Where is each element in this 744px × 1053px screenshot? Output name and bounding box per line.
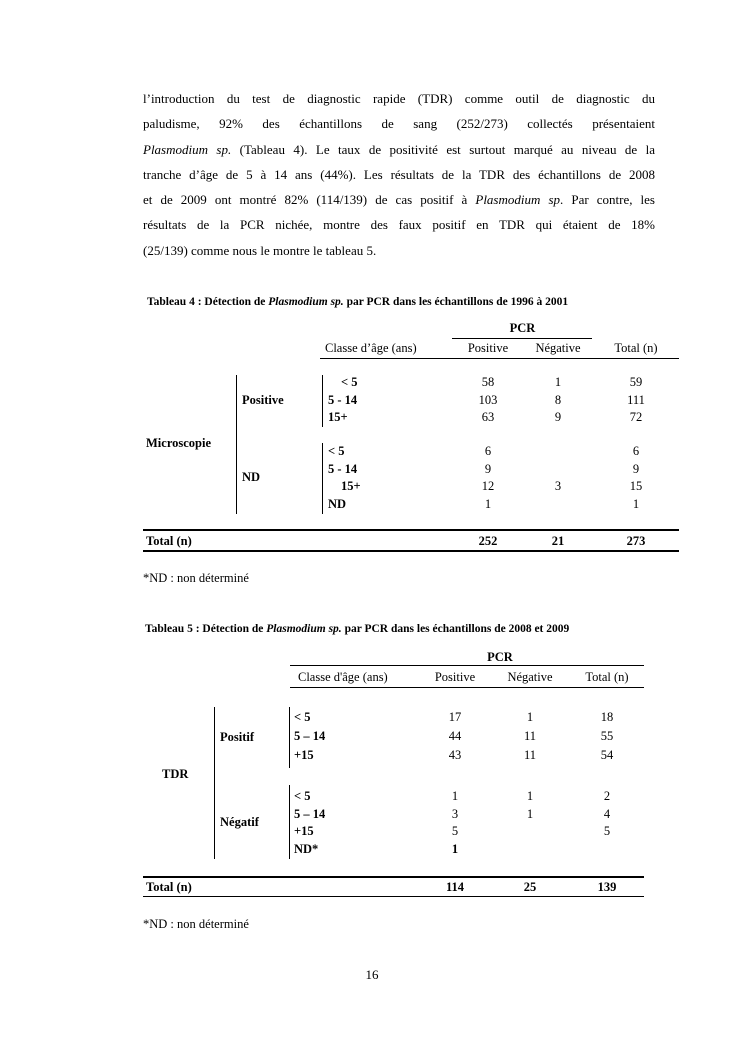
table5-group1-total [574, 708, 640, 765]
table5-total-rule-top [143, 876, 644, 878]
value-cell: 15 [629, 479, 643, 493]
paragraph-line: résultats de la PCR nichée, montre des faux positif en TDR qui étaient de 18% [143, 217, 655, 233]
table4-age-header: Classe d’âge (ans) [325, 341, 417, 355]
age-cell: 15+ [328, 410, 348, 424]
paragraph-line: (25/139) comme nous le montre le tableau 5. [143, 242, 377, 258]
table4-group2-ages [328, 443, 388, 513]
table4-total-header: Total (n) [614, 341, 658, 355]
table4-age-divider-1 [322, 375, 323, 427]
paragraph-line: tranche d’âge de 5 à 14 ans (44%). Les résultats de la TDR des échantillons de 2008 [143, 166, 655, 182]
value-cell [574, 841, 640, 859]
age-cell: ND [328, 496, 347, 511]
table5-group2-negative [498, 788, 562, 858]
table4-group2-label: ND [242, 470, 261, 484]
value-cell: 9 [484, 461, 492, 476]
table4-group1-label: Positive [242, 393, 284, 407]
table5-pcr-rule [290, 665, 644, 666]
value-cell [527, 443, 589, 461]
age-cell: 15+ [341, 479, 361, 493]
value-cell: 3 [451, 806, 459, 821]
table5-total-total: 139 [597, 880, 617, 894]
value-cell: 72 [629, 410, 643, 424]
value-cell: 1 [554, 375, 562, 389]
table5-total-header: Total (n) [585, 670, 629, 684]
table5-row-label: TDR [162, 767, 189, 781]
value-cell: 44 [448, 729, 462, 743]
value-cell: 1 [632, 496, 640, 511]
table5-total-label: Total (n) [146, 880, 192, 894]
table4-group1-positive [458, 374, 518, 427]
table4-positive-header: Positive [467, 341, 509, 355]
value-cell: 1 [451, 841, 459, 856]
table4-total-label: Total (n) [146, 534, 192, 548]
table5-group1-ages [294, 708, 354, 765]
table5-group1-positive [426, 708, 484, 765]
value-cell: 103 [478, 392, 498, 407]
value-cell: 1 [526, 789, 534, 803]
species-name: Plasmodium sp [475, 192, 561, 208]
table5-age-header: Classe d'âge (ans) [298, 670, 388, 684]
value-cell: 4 [603, 806, 611, 821]
age-cell: 5 - 14 [328, 461, 358, 476]
table4-negative-header: Négative [535, 341, 581, 355]
table5-group1-label: Positif [220, 730, 255, 744]
species-name: Plasmodium sp. [143, 141, 232, 157]
table5-negative-header: Négative [507, 670, 553, 684]
value-cell: 9 [554, 410, 562, 424]
value-cell: 111 [627, 392, 645, 407]
value-cell: 1 [526, 806, 534, 821]
table4-group1-ages [328, 374, 388, 427]
age-cell: < 5 [341, 375, 358, 389]
table5-group2-positive [426, 788, 484, 858]
value-cell [498, 823, 562, 841]
value-cell: 54 [600, 748, 614, 762]
value-cell: 59 [629, 375, 643, 389]
age-cell: < 5 [294, 710, 311, 724]
value-cell [527, 461, 589, 479]
paragraph-line: et de 2009 ont montré 82% (114/139) de cas positif à Plasmodium sp. Par contre, les [143, 192, 655, 208]
value-cell: 11 [523, 748, 537, 762]
value-cell: 6 [632, 444, 640, 458]
table4-total-positive: 252 [478, 534, 498, 548]
table4-header-rule [320, 358, 679, 359]
value-cell: 58 [481, 375, 495, 389]
table5-footnote: *ND : non déterminé [143, 917, 249, 931]
table4-caption: Tableau 4 : Détection de Plasmodium sp. par PCR dans les échantillons de 1996 à 2001 [147, 296, 569, 308]
age-cell: 5 – 14 [294, 806, 326, 821]
table4-pcr-rule [452, 338, 592, 339]
value-cell: 8 [554, 392, 562, 407]
value-cell: 9 [632, 461, 640, 476]
value-cell: 43 [448, 748, 462, 762]
page-number: 16 [365, 967, 379, 982]
table5-header-rule [290, 687, 644, 688]
table4-total-rule-top [143, 529, 679, 531]
age-cell: 5 – 14 [294, 729, 326, 743]
value-cell: 1 [451, 789, 459, 803]
table5-age-divider-2 [289, 785, 290, 859]
body-paragraph [143, 86, 655, 263]
age-cell: 5 - 14 [328, 392, 358, 407]
table4-row-label: Microscopie [146, 436, 212, 450]
value-cell: 5 [451, 824, 459, 838]
value-cell: 17 [448, 710, 462, 724]
table5-age-divider-1 [289, 707, 290, 768]
table5-group2-ages [294, 788, 354, 858]
value-cell: 3 [554, 479, 562, 493]
value-cell [498, 841, 562, 859]
value-cell: 2 [603, 789, 611, 803]
table4-total-total: 273 [626, 534, 646, 548]
paragraph-line: paludisme, 92% des échantillons de sang (252/273) collectés présentaient [143, 116, 655, 132]
table5-positive-header: Positive [434, 670, 476, 684]
table5-total-rule-bottom [143, 896, 644, 897]
table5-total-positive: 114 [445, 880, 465, 894]
value-cell: 55 [600, 729, 614, 743]
paragraph-line: l’introduction du test de diagnostic rapide (TDR) comme outil de diagnostic du [143, 91, 655, 106]
age-cell: ND* [294, 841, 319, 856]
table4-group-divider [236, 375, 237, 514]
table4-total-rule-bottom [143, 550, 679, 552]
table5-total-negative: 25 [523, 880, 537, 894]
table4-total-negative: 21 [551, 534, 565, 548]
age-cell: < 5 [328, 444, 345, 458]
table5-pcr-header: PCR [487, 650, 513, 664]
table5-group2-label: Négatif [220, 815, 259, 829]
table4-group2-negative [527, 443, 589, 513]
table4-footnote: *ND : non déterminé [143, 571, 249, 585]
table4-pcr-header: PCR [509, 321, 536, 335]
table5-caption: Tableau 5 : Détection de Plasmodium sp. par PCR dans les échantillons de 2008 et 2009 [145, 623, 570, 635]
value-cell: 5 [603, 824, 611, 838]
value-cell: 1 [484, 496, 492, 511]
value-cell: 12 [481, 479, 495, 493]
table5-group-divider [214, 707, 215, 859]
table5-group1-negative [498, 708, 562, 765]
age-cell: +15 [294, 824, 314, 838]
age-cell: +15 [294, 748, 314, 762]
table4-age-divider-2 [322, 443, 323, 514]
table4-group2-positive [458, 443, 518, 513]
table4-group1-negative [527, 374, 589, 427]
table5-group2-total [574, 788, 640, 858]
value-cell: 18 [600, 710, 614, 724]
table4-group1-total [603, 374, 669, 427]
value-cell: 6 [484, 444, 492, 458]
value-cell: 63 [481, 410, 495, 424]
table4-group2-total [603, 443, 669, 513]
paragraph-line: Plasmodium sp. (Tableau 4). Le taux de positivité est surtout marqué au niveau de la [143, 141, 655, 157]
age-cell: < 5 [294, 789, 311, 803]
value-cell [527, 496, 589, 514]
value-cell: 1 [526, 710, 534, 724]
value-cell: 11 [523, 729, 537, 743]
